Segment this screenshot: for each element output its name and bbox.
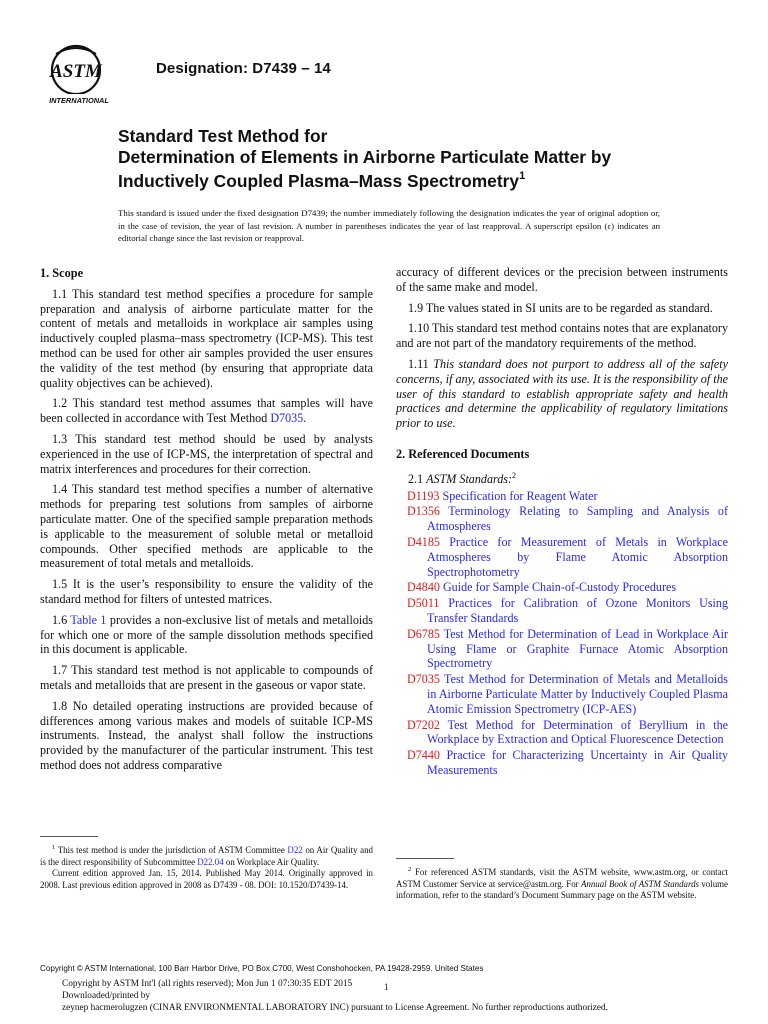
para-1-6: 1.6 Table 1 provides a non-exclusive list of metals and metalloids for which one or more of the sample dissolution methods specified in this document is applicable. — [40, 612, 373, 657]
reference-item[interactable]: D1193 Specification for Reagent Water — [407, 488, 598, 503]
copyright-line: Copyright © ASTM International, 100 Barr Harbor Drive, PO Box C700, West Conshohocken, PA 19428-2959. United States — [40, 964, 484, 973]
para-1-8: 1.8 No detailed operating instructions are provided because of differences among various makes and models of suitable ICP-MS instruments. Instead, the analyst shall follow the instructions provided by the manufacturer of the particular instrument. This test method does not address comparative — [40, 698, 373, 772]
reference-list — [396, 489, 728, 778]
para-1-8-continued: accuracy of different devices or the precision between instruments of the same make and model. — [396, 265, 728, 294]
para-1-7: 1.7 This standard test method is not applicable to compounds of metals and metalloids that are present in the gaseous or vapor state. — [40, 663, 373, 692]
astm-standards-subheading: 2.1 ASTM Standards:$^2$ — [408, 470, 517, 486]
logo-subtext: INTERNATIONAL — [49, 96, 109, 105]
footnote-1: $^1$ This test method is under the jurisdiction of ASTM Committee D22 on Air Quality and is the direct responsibility of Subcommittee D22.04 on Workplace Air Quality. Current edition approved Jan. 15, 2014. Published May 2014. Originally approved in 2008. Last previous edition approved in 2008 as D7439 - 08. DOI: 10.1520/D7439-14. — [40, 844, 373, 890]
footnote-2: $^2$ For referenced ASTM standards, visit the ASTM website, www.astm.org, or contact ASTM Customer Service at service@astm.org. For Annual Book of ASTM Standards volume information, refer to the standard’s Document Summary page on the ASTM website. — [396, 866, 728, 901]
para-1-11: 1.11 This standard does not purport to address all of the safety concerns, if any, associated with its use. It is the responsibility of the user of this standard to establish appropriate safety and health practices and determine the applicability of regulatory limitations prior to use. — [396, 356, 728, 431]
standard-notice: This standard is issued under the fixed designation D7439; the number immediately following the designation indicates the year of original adoption or, in the case of revision, the year of last revision. A number in parentheses indicates the year of last reapproval. A superscript epsilon (ε) indicates an editorial change since the last revision or reapproval. — [118, 208, 660, 244]
para-1-4: 1.4 This standard test method specifies a number of alternative methods for preparing test solutions from samples of airborne particulate matter. One of the specified sample preparation methods is applicable to the measurement of soluble metal or metalloid compounds. Other specified methods are applicable to the measurement of total metals and metalloids. — [40, 482, 373, 571]
reference-item[interactable]: D7035 Test Method for Determination of Metals and Metalloids in Airborne Particulate Matter by Inductively Coupled Plasma Atomic Emission Spectrometry (ICP-AES) — [407, 672, 728, 716]
reference-item[interactable]: D7440 Practice for Characterizing Uncertainty in Air Quality Measurements — [407, 748, 729, 777]
para-1-9: 1.9 The values stated in SI units are to be regarded as standard. — [408, 300, 713, 315]
title-line-2: Determination of Elements in Airborne Particulate Matter by — [118, 146, 612, 167]
reference-item[interactable]: D5011 Practices for Calibration of Ozone Monitors Using Transfer Standards — [407, 596, 728, 625]
download-notice: Copyright by ASTM Int'l (all rights reserved); Mon Jun 1 07:30:35 EDT 2015 Downloaded/printed by zeynep hacmerolugzen (CINAR ENVIRONMENTAL LABORATORY INC) pursuant to License Agreement. No further reproductions authorized. — [62, 979, 608, 1014]
reference-item[interactable]: D4185 Practice for Measurement of Metals in Workplace Atmospheres by Flame Atomic Absorption Spectrophotometry — [407, 534, 728, 579]
link-d22[interactable]: D22 — [287, 844, 303, 855]
footnote-rule-right — [396, 858, 454, 859]
astm-logo — [42, 44, 114, 108]
designation: Designation: D7439 – 14 — [156, 60, 331, 77]
reference-item[interactable]: D7202 Test Method for Determination of Beryllium in the Workplace by Extraction and Optical Fluorescence Detection — [407, 717, 728, 747]
link-d7035[interactable]: D7035 — [270, 411, 304, 426]
footnote-rule-left — [40, 836, 98, 837]
reference-item[interactable]: D4840 Guide for Sample Chain-of-Custody Procedures — [407, 580, 677, 595]
reference-item[interactable]: D1356 Terminology Relating to Sampling and Analysis of Atmospheres — [407, 504, 728, 534]
page-number: 1 — [384, 982, 389, 992]
reference-item[interactable]: D6785 Test Method for Determination of Lead in Workplace Air Using Flame or Graphite Furnace Atomic Absorption Spectrometry — [407, 626, 729, 671]
left-column — [40, 266, 373, 779]
para-1-10: 1.10 This standard test method contains notes that are explanatory and are not part of the mandatory requirements of the method. — [396, 321, 728, 351]
title-line-3: Inductively Coupled Plasma–Mass Spectrometry$^1$ — [118, 170, 526, 191]
edition-note: Current edition approved Jan. 15, 2014. Published May 2014. Originally approved in 2008. Last previous edition approved in 2008 as D7439 - 08. DOI: 10.1520/D7439-14. — [40, 868, 373, 890]
logo-letters: ASTM — [50, 61, 102, 82]
link-table-1[interactable]: Table 1 — [70, 612, 107, 627]
para-1-3: 1.3 This standard test method should be used by analysts experienced in the use of ICP-MS, the interpretation of spectral and matrix interferences and procedures for their correction. — [40, 431, 373, 476]
para-1-2: 1.2 This standard test method assumes that samples will have been collected in accordance with Test Method D7035. — [40, 396, 373, 426]
document-title — [118, 126, 718, 192]
para-1-5: 1.5 It is the user’s responsibility to ensure the validity of the standard method for filters of untested matrices. — [40, 577, 373, 606]
section-heading-referenced-documents: 2. Referenced Documents — [396, 446, 530, 461]
para-1-1: 1.1 This standard test method specifies a procedure for sample preparation and analysis of airborne particulate matter for the content of metals and metalloids in workplace air samples using inductively coupled plasma–mass spectrometry (ICP-MS). This test method can be used for other air samples provided the user ensures the validity of the test method (by ensuring that appropriate data quality objectives can be achieved). — [40, 286, 373, 390]
header — [38, 44, 738, 108]
section-heading-scope: 1. Scope — [40, 266, 84, 280]
title-footnote-mark: 1 — [519, 170, 526, 183]
right-column — [396, 265, 728, 779]
title-line-1: Standard Test Method for — [118, 126, 328, 146]
link-d22-04[interactable]: D22.04 — [197, 856, 224, 867]
